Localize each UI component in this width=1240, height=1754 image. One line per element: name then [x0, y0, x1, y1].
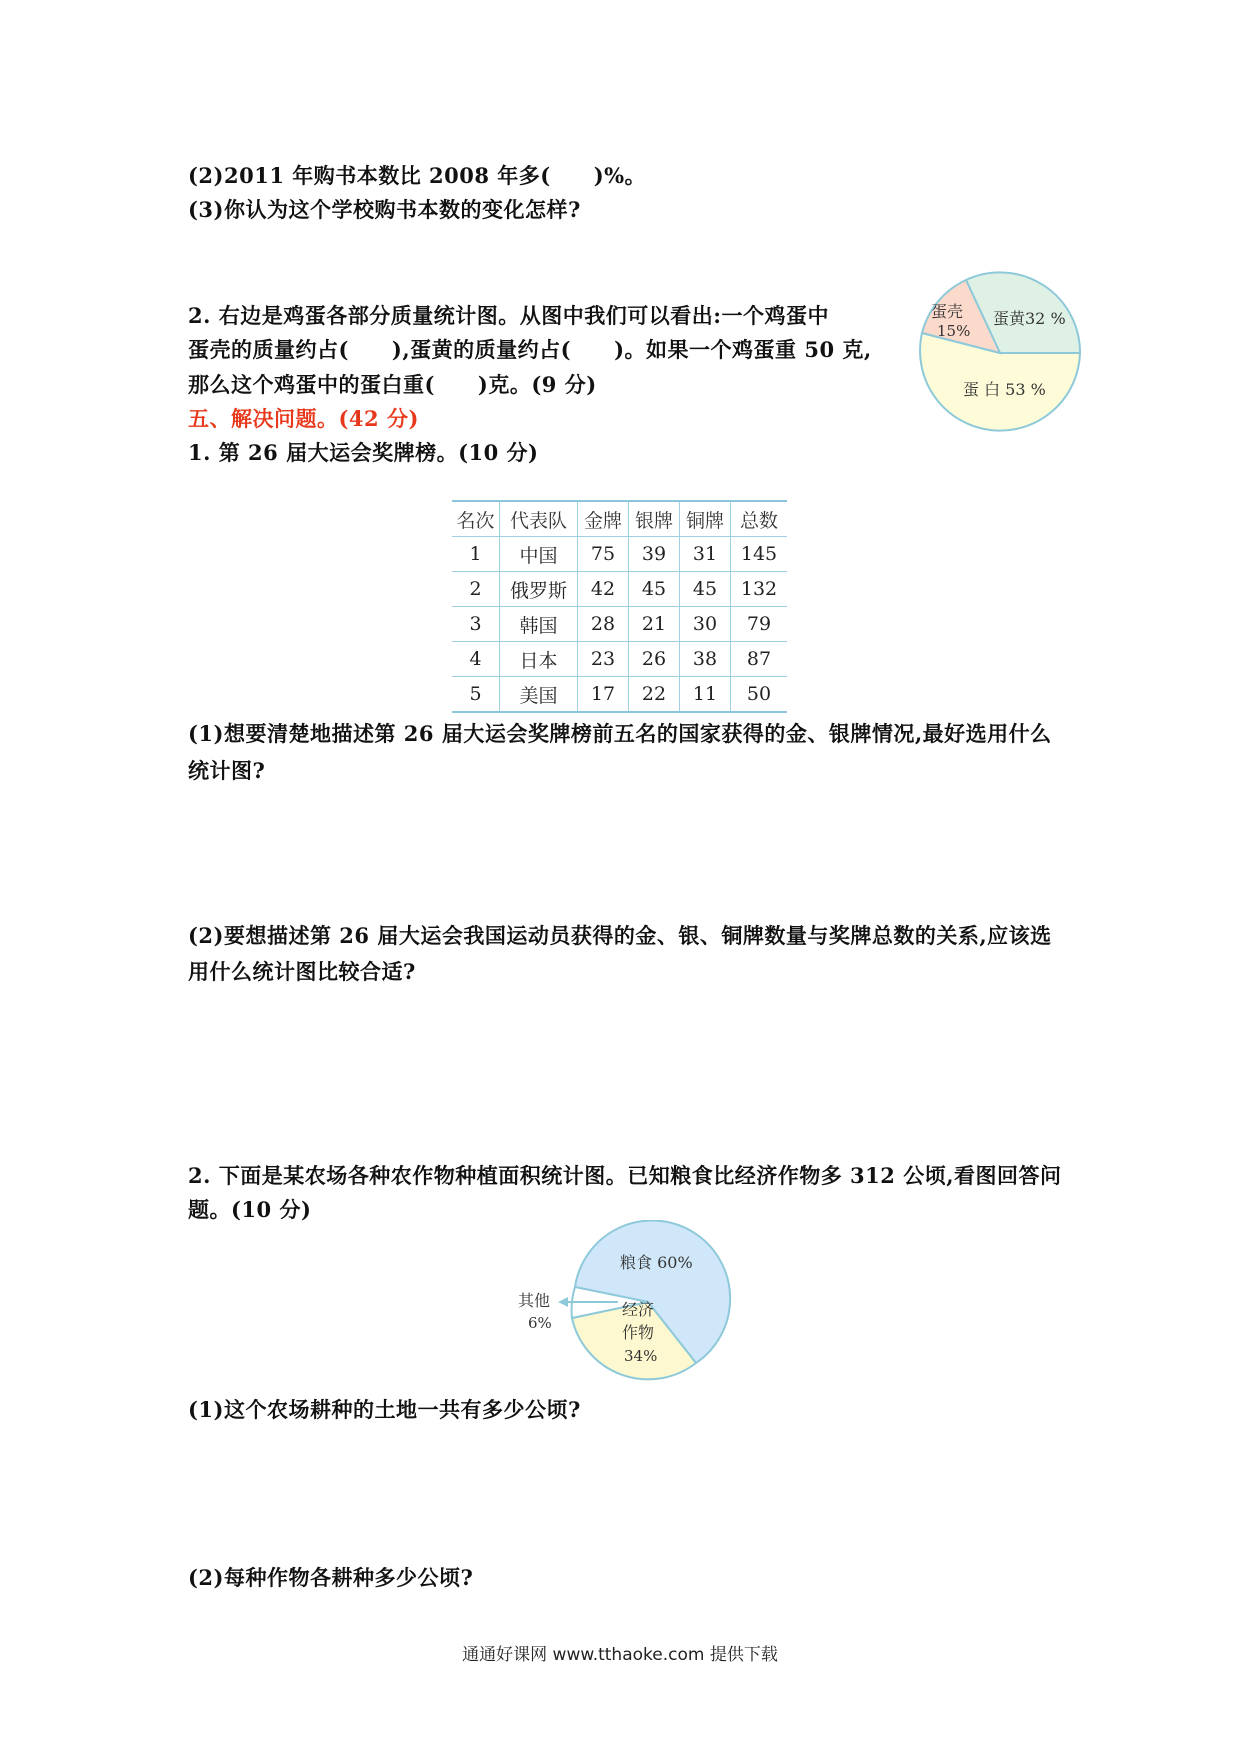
section-5-heading: 五、解决问题。(42 分)	[188, 406, 419, 431]
header-rank: 名次	[452, 501, 500, 537]
footer-credit: 通通好课网 www.tthaoke.com 提供下载	[462, 1645, 778, 1665]
question-2-2: (2)2011 年购书本数比 2008 年多( )%。	[188, 163, 647, 188]
cell: 28	[578, 607, 629, 642]
label-yolk: 蛋黄32 %	[993, 309, 1066, 328]
egg-pie-chart	[915, 268, 1085, 438]
problem-1-q2-line-1: (2)要想描述第 26 届大运会我国运动员获得的金、银、铜牌数量与奖牌总数的关系,应该选	[188, 923, 1052, 948]
cell: 38	[680, 642, 731, 677]
cell: 11	[680, 677, 731, 713]
problem-1-title: 1. 第 26 届大运会奖牌榜。(10 分)	[188, 440, 539, 465]
table-row	[452, 642, 787, 677]
cell: 45	[629, 572, 680, 607]
table-header-row	[452, 501, 787, 537]
cell: 5	[452, 677, 500, 713]
cell: 2	[452, 572, 500, 607]
cell: 中国	[500, 537, 578, 572]
problem-2-q2: (2)每种作物各耕种多少公顷?	[188, 1565, 474, 1590]
egg-question-line-3: 那么这个鸡蛋中的蛋白重( )克。(9 分)	[188, 372, 597, 397]
problem-2-line-2: 题。(10 分)	[188, 1197, 312, 1222]
cell: 145	[731, 537, 788, 572]
cell: 3	[452, 607, 500, 642]
label-cash-crops-1: 经济	[622, 1300, 655, 1319]
cell: 22	[629, 677, 680, 713]
crop-pie-chart	[508, 1220, 738, 1390]
cell: 21	[629, 607, 680, 642]
label-grain: 粮食 60%	[620, 1253, 693, 1272]
label-other-name: 其他	[518, 1291, 551, 1310]
label-cash-crops-3: 34%	[624, 1347, 658, 1365]
header-team: 代表队	[500, 501, 578, 537]
arrowhead-icon	[558, 1297, 568, 1307]
cell: 132	[731, 572, 788, 607]
cell: 俄罗斯	[500, 572, 578, 607]
cell: 日本	[500, 642, 578, 677]
cell: 87	[731, 642, 788, 677]
label-shell-value: 15%	[937, 322, 971, 340]
cell: 4	[452, 642, 500, 677]
problem-2-q1: (1)这个农场耕种的土地一共有多少公顷?	[188, 1397, 581, 1422]
egg-question-line-1: 2. 右边是鸡蛋各部分质量统计图。从图中我们可以看出:一个鸡蛋中	[188, 303, 829, 328]
medal-table	[452, 500, 787, 713]
header-total: 总数	[731, 501, 788, 537]
cell: 39	[629, 537, 680, 572]
cell: 26	[629, 642, 680, 677]
header-silver: 银牌	[629, 501, 680, 537]
cell: 79	[731, 607, 788, 642]
table-row	[452, 537, 787, 572]
table-row	[452, 677, 787, 713]
cell: 75	[578, 537, 629, 572]
problem-1-q1-line-1: (1)想要清楚地描述第 26 届大运会奖牌榜前五名的国家获得的金、银牌情况,最好选用什么	[188, 721, 1052, 746]
cell: 韩国	[500, 607, 578, 642]
cell: 1	[452, 537, 500, 572]
table-row	[452, 607, 787, 642]
cell: 30	[680, 607, 731, 642]
cell: 45	[680, 572, 731, 607]
cell: 美国	[500, 677, 578, 713]
cell: 42	[578, 572, 629, 607]
cell: 31	[680, 537, 731, 572]
label-cash-crops-2: 作物	[622, 1323, 655, 1342]
problem-1-q1-line-2: 统计图?	[188, 758, 266, 783]
header-gold: 金牌	[578, 501, 629, 537]
cell: 50	[731, 677, 788, 713]
label-other-value: 6%	[528, 1314, 552, 1332]
egg-question-line-2: 蛋壳的质量约占( ),蛋黄的质量约占( )。如果一个鸡蛋重 50 克,	[188, 337, 872, 362]
label-white: 蛋 白 53 %	[963, 380, 1046, 399]
label-shell-name: 蛋壳	[931, 302, 964, 321]
header-bronze: 铜牌	[680, 501, 731, 537]
table-row	[452, 572, 787, 607]
problem-1-q2-line-2: 用什么统计图比较合适?	[188, 959, 416, 984]
question-2-3: (3)你认为这个学校购书本数的变化怎样?	[188, 197, 581, 222]
problem-2-line-1: 2. 下面是某农场各种农作物种植面积统计图。已知粮食比经济作物多 312 公顷,看图回答问	[188, 1163, 1062, 1188]
cell: 23	[578, 642, 629, 677]
cell: 17	[578, 677, 629, 713]
